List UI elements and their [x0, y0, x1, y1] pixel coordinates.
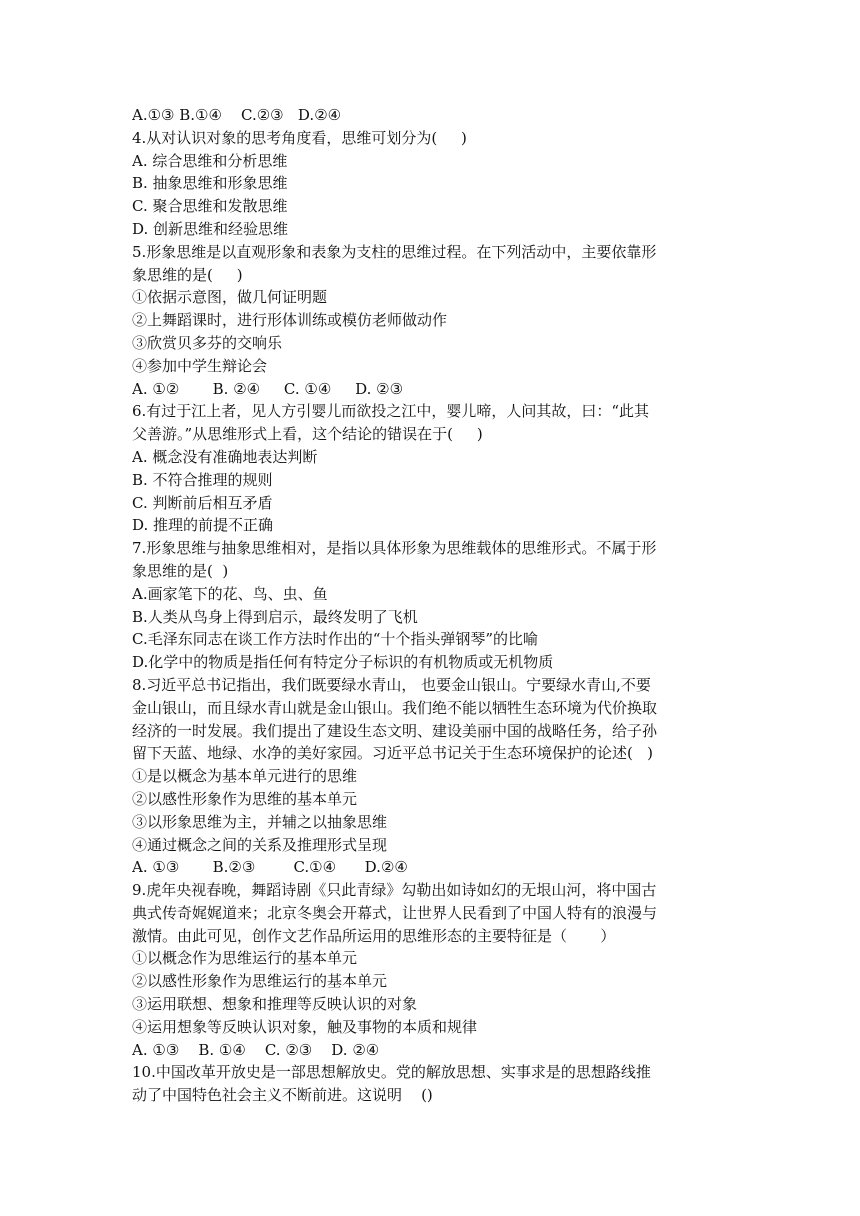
question-9-stem: 典式传奇娓娓道来；北京冬奥会开幕式，让世界人民看到了中国人特有的浪漫与: [132, 903, 658, 922]
option-line: D. 推理的前提不正确: [132, 516, 274, 535]
question-6-stem: 父善游。”从思维形式上看，这个结论的错误在于( ): [132, 425, 483, 444]
option-line: B. 抽象思维和形象思维: [132, 174, 288, 193]
option-line: D.化学中的物质是指任何有特定分子标识的有机物质或无机物质: [132, 653, 554, 672]
statement-line: ②以感性形象作为思维的基本单元: [132, 789, 358, 808]
text-line: A.①③ B.①④ C.②③ D.②④: [132, 106, 342, 124]
statement-line: ④通过概念之间的关系及推理形式呈现: [132, 835, 388, 854]
option-line: B. 不符合推理的规则: [132, 470, 273, 489]
question-10-stem: 动了中国特色社会主义不断前进。这说明 (): [132, 1086, 433, 1105]
option-line: C.毛泽东同志在谈工作方法时作出的“十个指头弹钢琴”的比喻: [132, 630, 539, 649]
option-line: A. 综合思维和分析思维: [132, 151, 288, 170]
option-line: C. 判断前后相互矛盾: [132, 493, 273, 512]
option-line: C. 聚合思维和发散思维: [132, 197, 288, 216]
answer-options: A. ①③ B.②③ C.①④ D.②④: [132, 858, 408, 877]
option-line: A.画家笔下的花、鸟、虫、鱼: [132, 584, 328, 603]
statement-line: ①依据示意图，做几何证明题: [132, 288, 328, 307]
question-4-stem: 4.从对认识对象的思考角度看，思维可划分为( ): [132, 128, 467, 147]
question-8-stem: 8.习近平总书记指出，我们既要绿水青山， 也要金山银山。宁要绿水青山,不要: [132, 675, 651, 694]
question-7-stem: 象思维的是( ): [132, 561, 229, 580]
question-10-stem: 10.中国改革开放史是一部思想解放史。党的解放思想、实事求是的思想路线推: [132, 1063, 651, 1082]
statement-line: ①是以概念为基本单元进行的思维: [132, 767, 358, 786]
question-8-stem: 留下天蓝、地绿、水净的美好家园。习近平总书记关于生态环境保护的论述( ): [132, 744, 654, 763]
question-8-stem: 经济的一时发展。我们提出了建设生态文明、建设美丽中国的战略任务，给子孙: [132, 721, 658, 740]
answer-options: A. ①② B. ②④ C. ①④ D. ②③: [132, 379, 404, 398]
question-7-stem: 7.形象思维与抽象思维相对，是指以具体形象为思维载体的思维形式。不属于形: [132, 539, 657, 558]
statement-line: ②以感性形象作为思维运行的基本单元: [132, 972, 388, 991]
question-9-stem: 激情。由此可见，创作文艺作品所运用的思维形态的主要特征是（ ）: [132, 926, 616, 945]
document-page: [132, 104, 732, 1107]
statement-line: ④参加中学生辩论会: [132, 356, 268, 375]
statement-line: ②上舞蹈课时，进行形体训练或模仿老师做动作: [132, 311, 448, 330]
statement-line: ④运用想象等反映认识对象，触及事物的本质和规律: [132, 1017, 478, 1036]
question-9-stem: 9.虎年央视春晚，舞蹈诗剧《只此青绿》勾勒出如诗如幻的无垠山河，将中国古: [132, 881, 657, 900]
statement-line: ③以形象思维为主，并辅之以抽象思维: [132, 812, 388, 831]
statement-line: ③欣赏贝多芬的交响乐: [132, 333, 283, 352]
option-line: B.人类从鸟身上得到启示，最终发明了飞机: [132, 607, 418, 626]
answer-options: A. ①③ B. ①④ C. ②③ D. ②④: [132, 1040, 380, 1059]
statement-line: ③运用联想、想象和推理等反映认识的对象: [132, 995, 418, 1014]
statement-line: ①以概念作为思维运行的基本单元: [132, 949, 358, 968]
option-line: A. 概念没有准确地表达判断: [132, 447, 318, 466]
question-8-stem: 金山银山，而且绿水青山就是金山银山。我们绝不能以牺牲生态环境为代价换取: [132, 698, 658, 717]
option-line: D. 创新思维和经验思维: [132, 219, 289, 238]
question-5-stem: 5.形象思维是以直观形象和表象为支柱的思维过程。在下列活动中，主要依靠形: [132, 242, 657, 261]
question-6-stem: 6.有过于江上者，见人方引婴儿而欲投之江中，婴儿啼，人问其故，曰：“此其: [132, 402, 649, 421]
question-5-stem: 象思维的是( ): [132, 265, 243, 284]
